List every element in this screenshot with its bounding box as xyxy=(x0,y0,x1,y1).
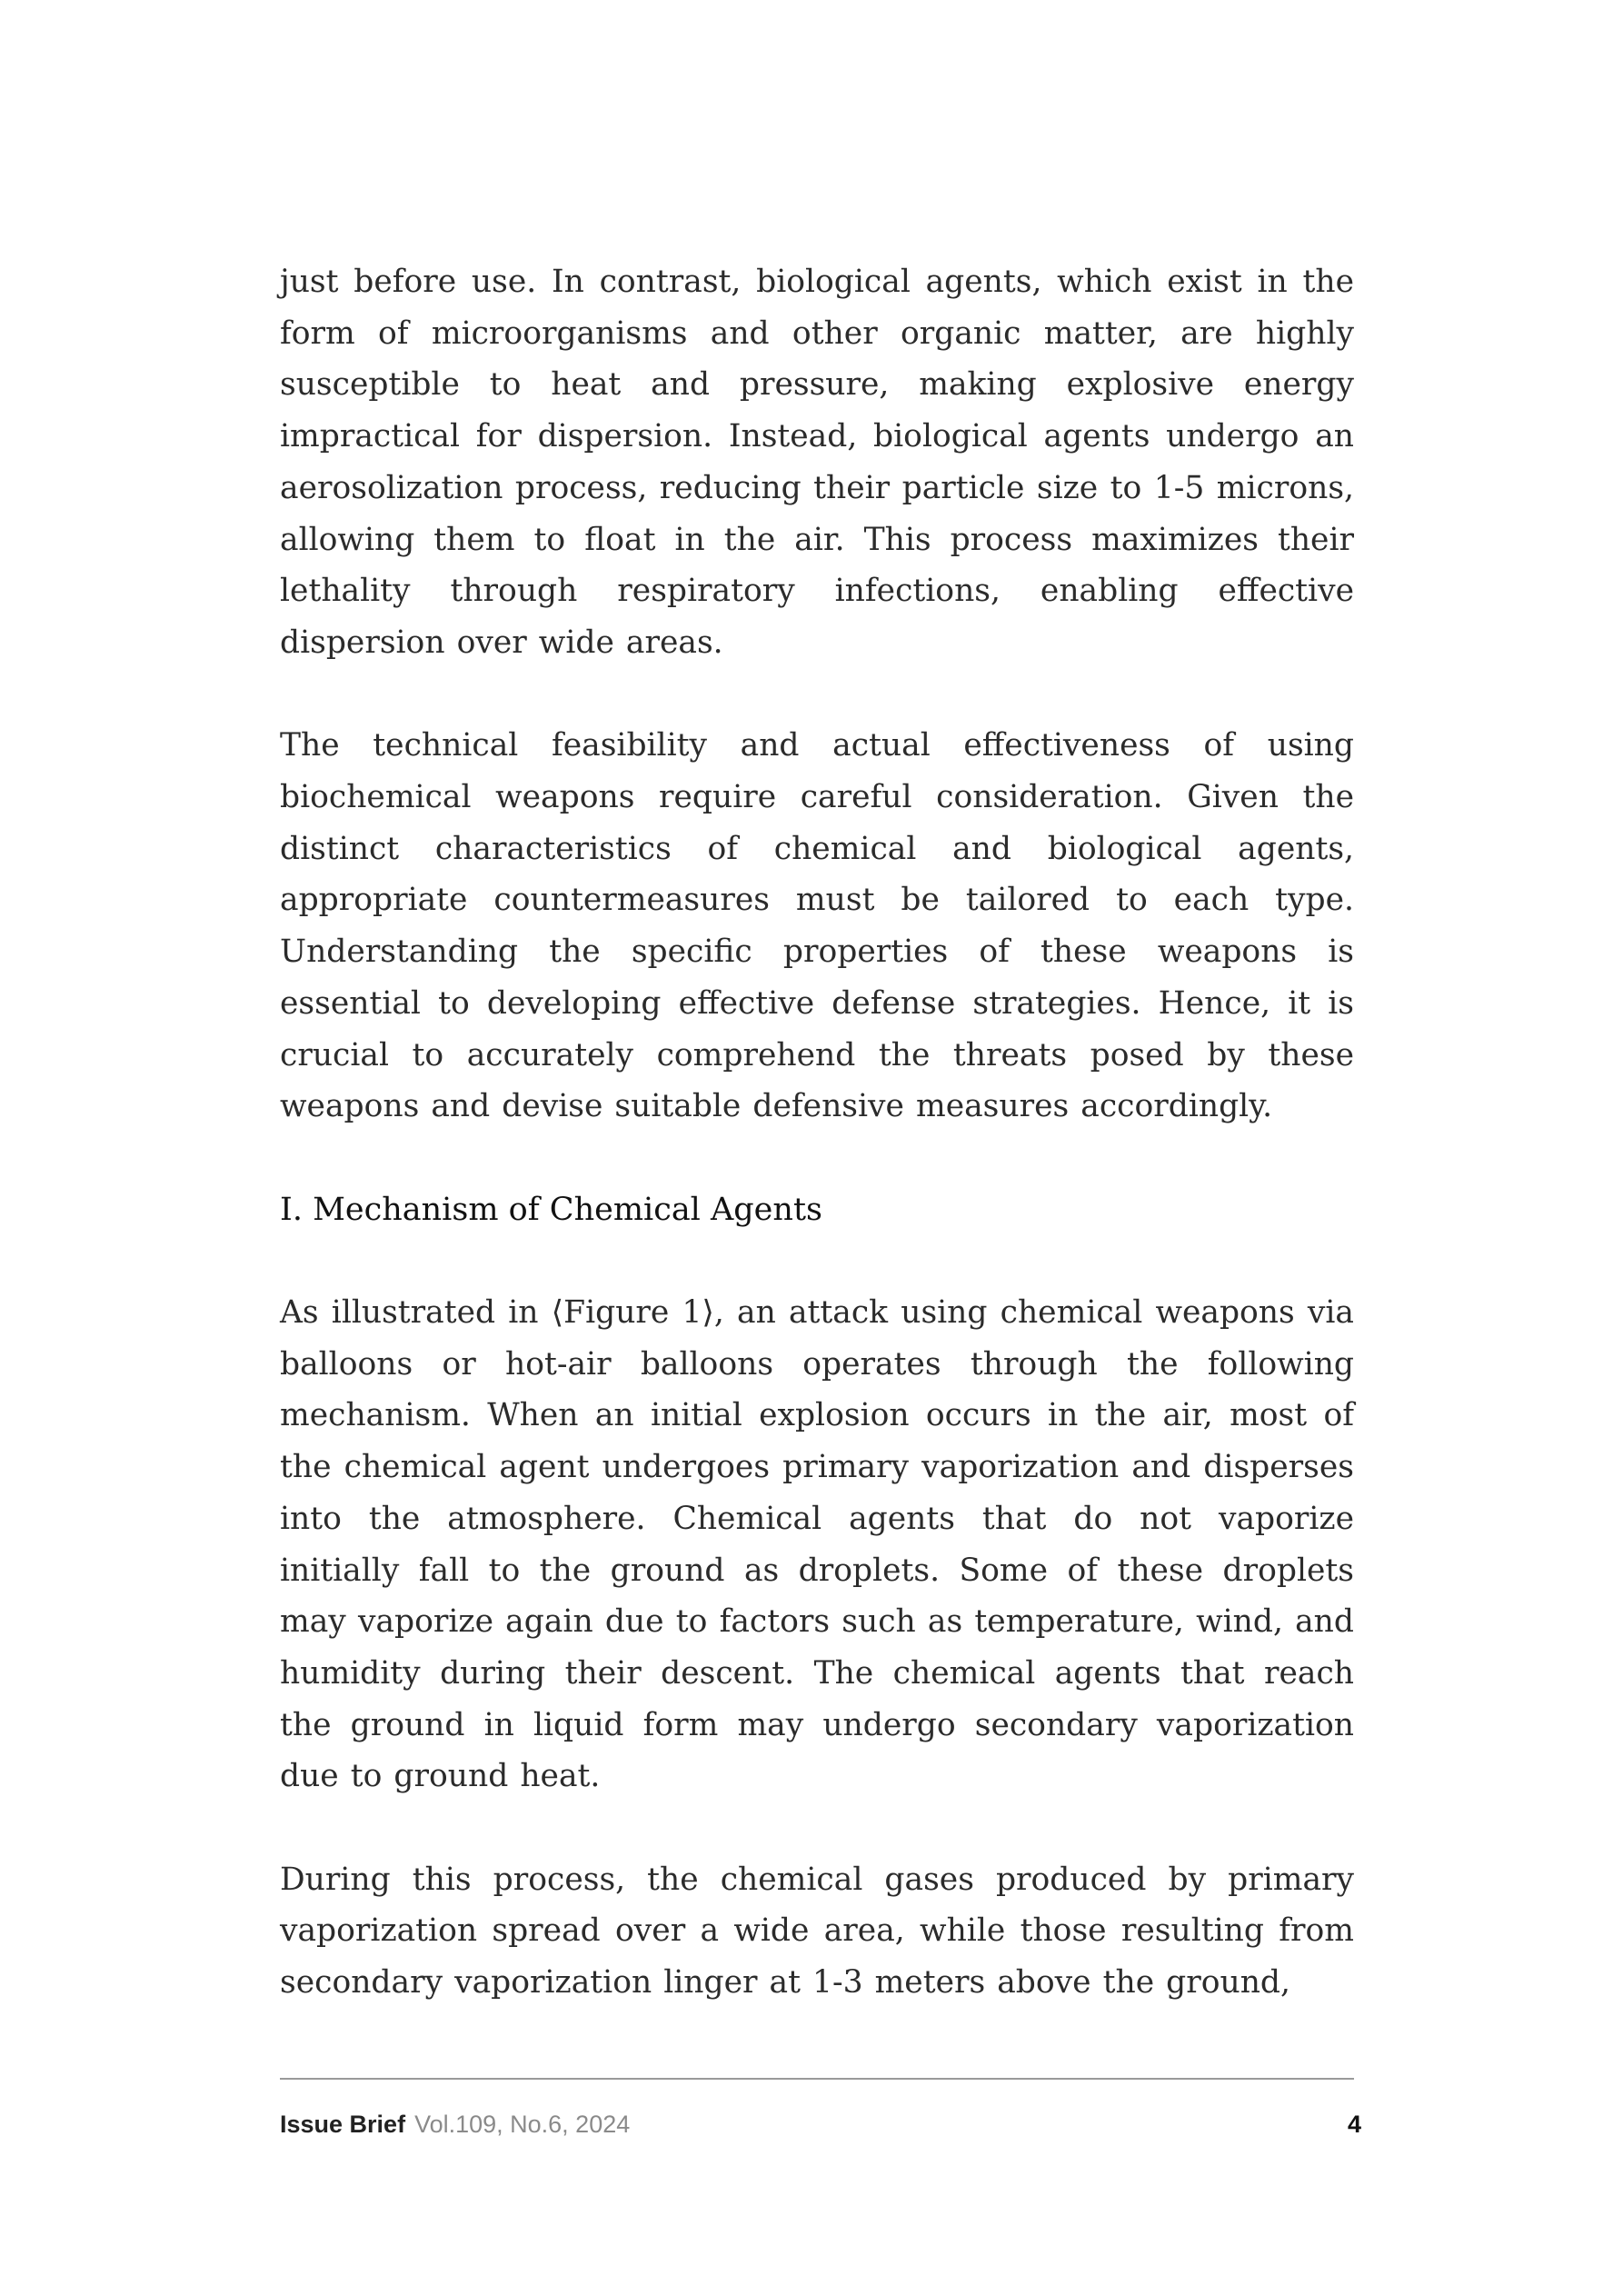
paragraph: just before use. In contrast, biological agents, which exist in the form of microorganisms and other organic matter, are highly susceptible to heat and pressure, making explosive energy impractical for dispersion. Instead, biological agents undergo an aerosolization process, reducing their particle size to 1-5 microns, allowing them to float in the air. This process maximizes their lethality through respiratory infections, enabling effective dispersion over wide areas. xyxy=(280,264,1354,661)
volume-info: Vol.109, No.6, 2024 xyxy=(414,2111,631,2138)
page-footer xyxy=(280,2106,1361,2142)
footer-divider xyxy=(280,2078,1354,2080)
publication-name: Issue Brief xyxy=(280,2111,406,2138)
document-body xyxy=(280,256,1354,2009)
page-number: 4 xyxy=(1347,2111,1361,2138)
paragraph: The technical feasibility and actual effectiveness of using biochemical weapons require careful consideration. Given the distinct characteristics of chemical and biological agents, appropriate countermeasures must be tailored to each type. Understanding the specific properties of these weapons is essential to developing effective defense strategies. Hence, it is crucial to accurately comprehend the threats posed by these weapons and devise suitable defensive measures accordingly. xyxy=(280,727,1354,1125)
paragraph: As illustrated in ⟨Figure 1⟩, an attack using chemical weapons via balloons or hot-air balloons operates through the following mechanism. When an initial explosion occurs in the air, most of the chemical agent undergoes primary vaporization and disperses into the atmosphere. Chemical agents that do not vaporize initially fall to the ground as droplets. Some of these droplets may vaporize again due to factors such as temperature, wind, and humidity during their descent. The chemical agents that reach the ground in liquid form may undergo secondary vaporization due to ground heat. xyxy=(280,1294,1354,1795)
paragraph: During this process, the chemical gases produced by primary vaporization spread over a wide area, while those resulting from secondary vaporization linger at 1-3 meters above the ground, xyxy=(280,1861,1354,2002)
section-heading: Ⅰ. Mechanism of Chemical Agents xyxy=(280,1191,822,1228)
